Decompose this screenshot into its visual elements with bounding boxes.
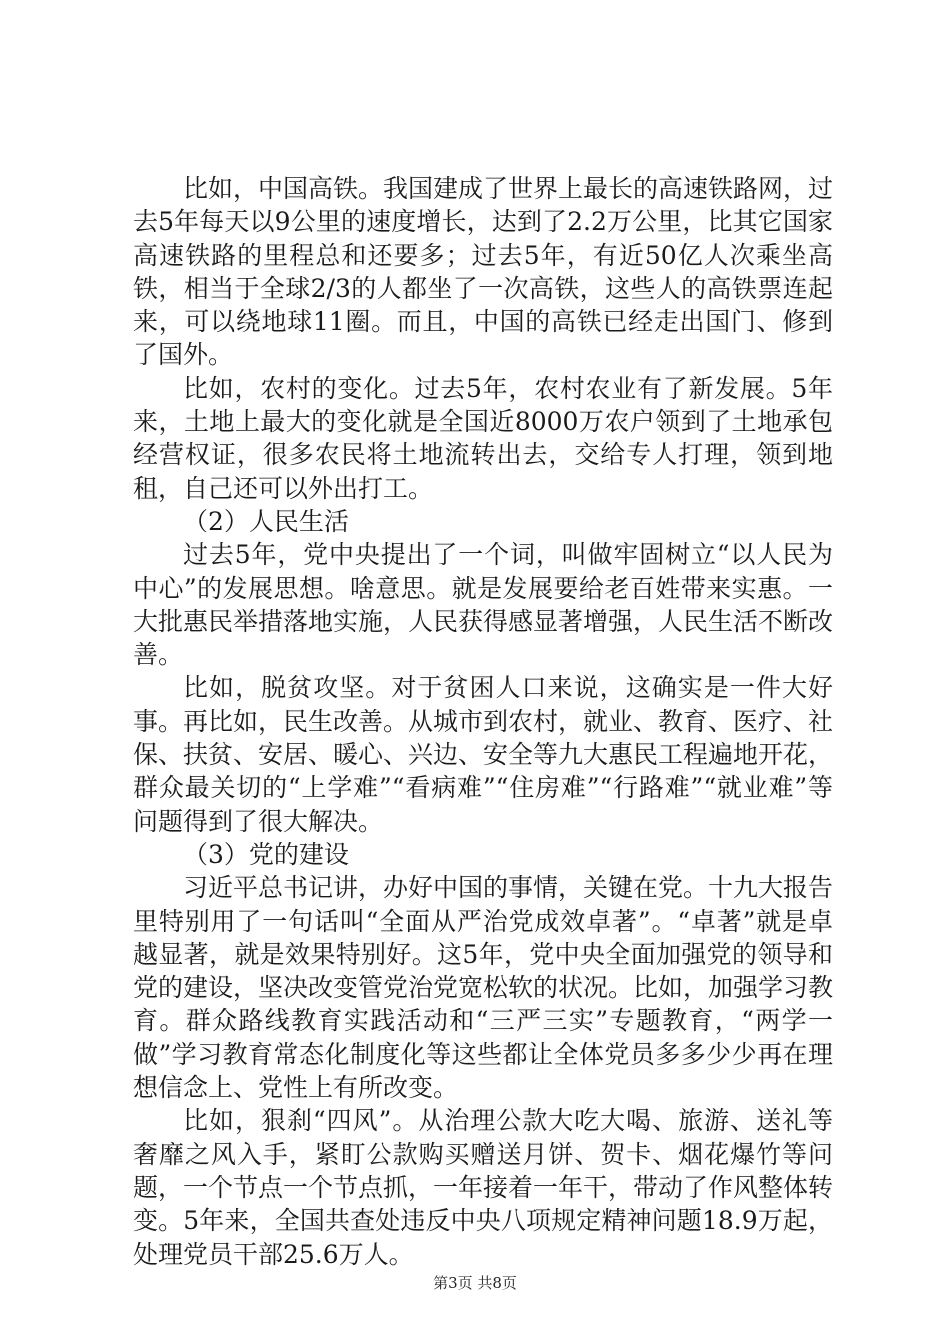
paragraph-rural-change: 比如，农村的变化。过去5年，农村农业有了新发展。5年来，土地上最大的变化就是全国近8000万农户领到了土地承包经营权证，很多农民将土地流转出去，交给专人打理，领到地租，自己还可以外出打工。 (133, 373, 833, 503)
paragraph-people-centered: 过去5年，党中央提出了一个词，叫做牢固树立“以人民为中心”的发展思想。啥意思。就是发展要给老百姓带来实惠。一大批惠民举措落地实施，人民获得感显著增强，人民生活不断改善。 (133, 540, 834, 670)
section-heading-people-livelihood: （2）人民生活 (183, 506, 349, 536)
document-body (133, 172, 833, 1271)
paragraph-poverty-alleviation: 比如，脱贫攻坚。对于贫困人口来说，这确实是一件大好事。再比如，民生改善。从城市到农村，就业、教育、医疗、社保、扶贫、安居、暖心、兴边、安全等九大惠民工程遍地开花，群众最关切的“上学难”“看病难”“住房难”“行路难”“就业难”等问题得到了很大解决。 (133, 673, 834, 836)
section-heading-party-building: （3）党的建设 (183, 839, 349, 869)
paragraph-four-winds: 比如，狠刹“四风”。从治理公款大吃大喝、旅游、送礼等奢靡之风入手，紧盯公款购买赠送月饼、贺卡、烟花爆竹等问题，一个节点一个节点抓，一年接着一年干，带动了作风整体转变。5年来，全国共查处违反中央八项规定精神问题18.9万起，处理党员干部25.6万人。 (133, 1106, 834, 1269)
paragraph-high-speed-rail: 比如，中国高铁。我国建成了世界上最长的高速铁路网，过去5年每天以9公里的速度增长，达到了2.2万公里，比其它国家高速铁路的里程总和还要多；过去5年，有近50亿人次乘坐高铁，相当于全球2/3的人都坐了一次高铁，这些人的高铁票连起来，可以绕地球11圈。而且，中国的高铁已经走出国门、修到了国外。 (133, 174, 834, 370)
page-number-footer: 第3页 共8页 (433, 1274, 517, 1292)
paragraph-party-governance: 习近平总书记讲，办好中国的事情，关键在党。十九大报告里特别用了一句话叫“全面从严治党成效卓著”。“卓著”就是卓越显著，就是效果特别好。这5年，党中央全面加强党的领导和党的建设，坚决改变管党治党宽松软的状况。比如，加强学习教育。群众路线教育实践活动和“三严三实”专题教育，“两学一做”学习教育常态化制度化等这些都让全体党员多多少少再在理想信念上、党性上有所改变。 (133, 873, 834, 1103)
